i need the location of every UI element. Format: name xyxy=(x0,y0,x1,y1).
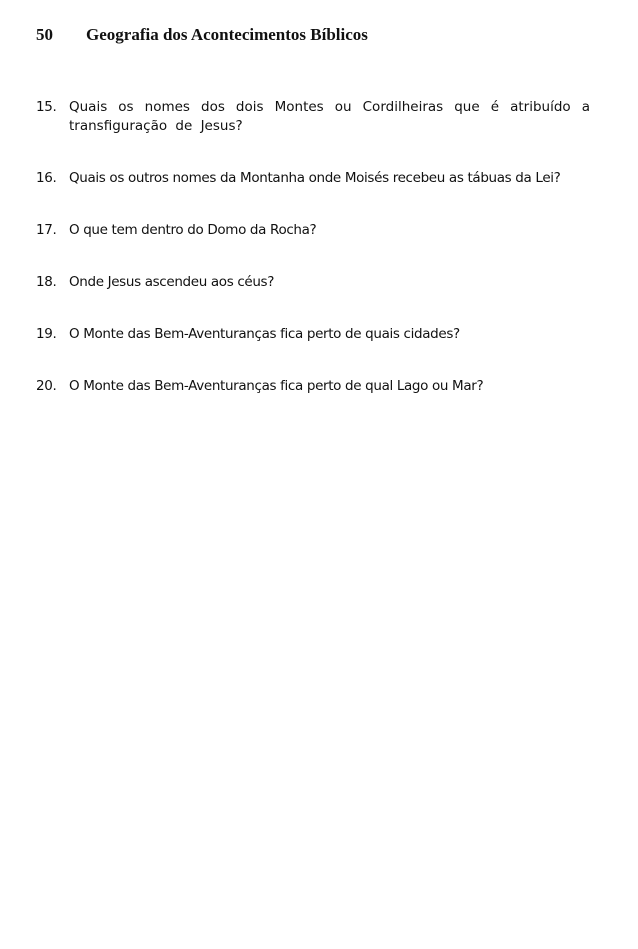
book-title: Geografia dos Acontecimentos Bíblicos xyxy=(86,25,368,44)
question-text: Quais os outros nomes da Montanha onde Moisés recebeu as tábuas da Lei? xyxy=(69,170,561,186)
page-header xyxy=(36,22,596,48)
question-text: O Monte das Bem-Aventuranças fica perto de qual Lago ou Mar? xyxy=(69,378,484,394)
page-number: 50 xyxy=(36,25,53,44)
question-item xyxy=(36,169,590,188)
question-text: O que tem dentro do Domo da Rocha? xyxy=(69,222,317,238)
question-list xyxy=(36,98,590,429)
question-number: 20. xyxy=(36,378,57,394)
question-number: 18. xyxy=(36,274,57,290)
question-number: 16. xyxy=(36,170,57,186)
question-item xyxy=(36,98,590,136)
question-item xyxy=(36,273,590,292)
question-item xyxy=(36,377,590,396)
question-number: 15. xyxy=(36,99,57,115)
question-text: O Monte das Bem-Aventuranças fica perto de quais cidades? xyxy=(69,326,460,342)
question-number: 17. xyxy=(36,222,57,238)
question-text: Quais os nomes dos dois Montes ou Cordilheiras que é atribuído a transfiguração de Jesus? xyxy=(69,99,590,134)
question-item xyxy=(36,221,590,240)
question-number: 19. xyxy=(36,326,57,342)
question-text: Onde Jesus ascendeu aos céus? xyxy=(69,274,275,290)
question-item xyxy=(36,325,590,344)
